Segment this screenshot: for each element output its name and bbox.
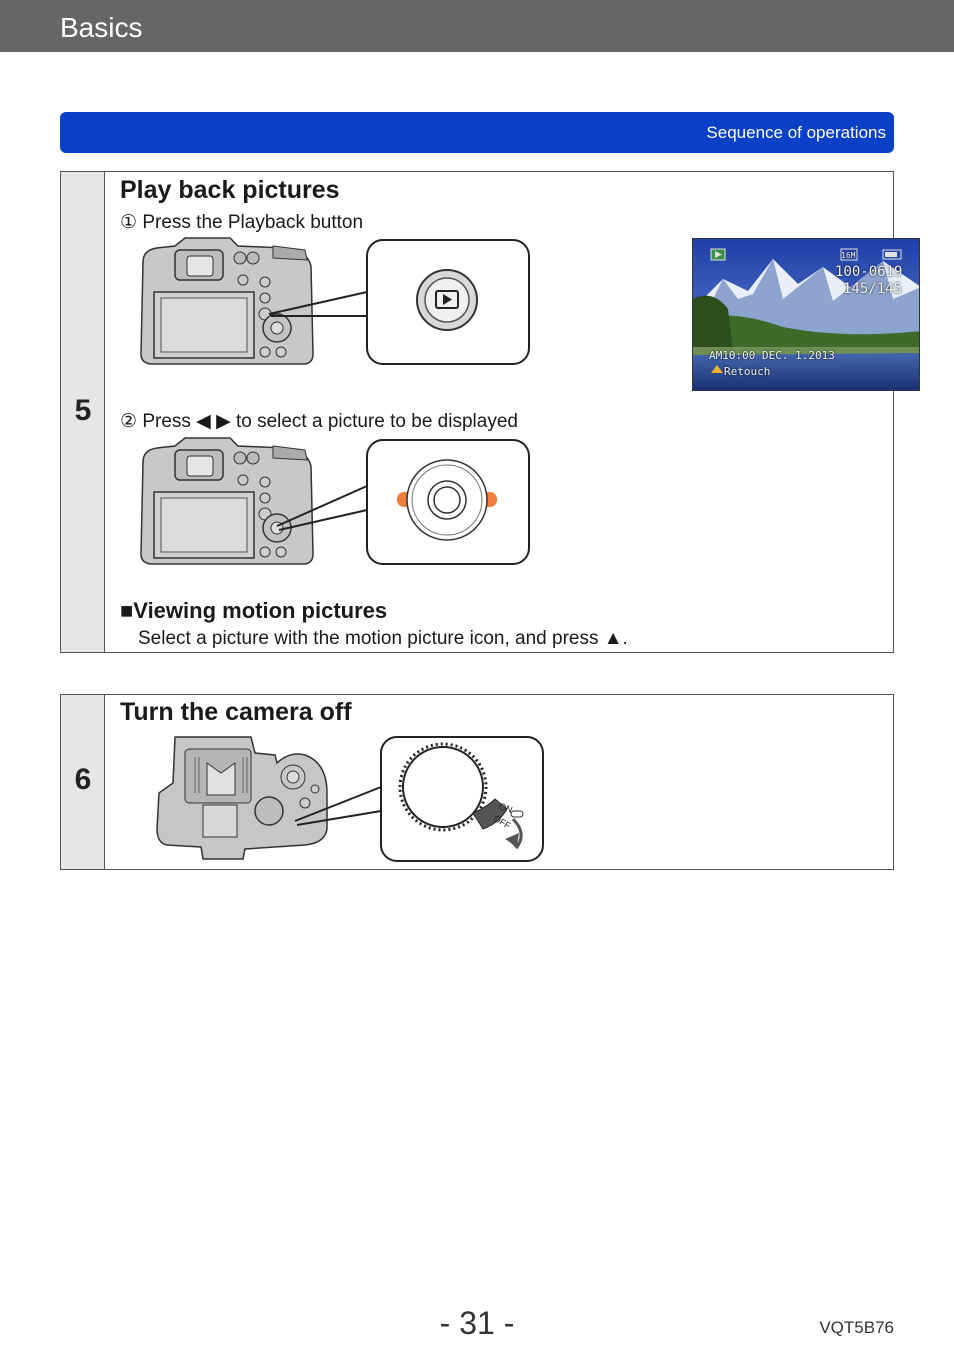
document-code: VQT5B76 (819, 1318, 894, 1337)
recording-datetime: AM10:00 DEC. 1.2013 (709, 349, 835, 362)
step-5 (60, 171, 903, 653)
instruction-text: Press ◀ ▶ to select a picture to be displayed (142, 411, 518, 432)
subsection-title: ■Viewing motion pictures (120, 598, 388, 623)
step-title: Play back pictures (120, 176, 340, 204)
instruction-marker: ① (120, 212, 138, 233)
instruction-marker: ② (120, 411, 138, 432)
step-title: Turn the camera off (120, 698, 352, 726)
camera-top-icon (155, 733, 550, 865)
page-title: Basics (60, 12, 143, 43)
instruction-text: Press the Playback button (142, 212, 364, 233)
step-number: 6 (74, 763, 92, 796)
step-number-column (61, 172, 105, 652)
folder-file-number: 100-0619 (835, 264, 903, 280)
subsection-text: Select a picture with the motion picture icon, and press ▲. (138, 628, 628, 649)
instruction-2 (120, 410, 518, 434)
page-header (0, 0, 954, 52)
switch-off-label: OFF (491, 813, 513, 831)
step-6 (60, 694, 894, 870)
camera-back-icon (135, 436, 530, 568)
playback-screen (692, 238, 920, 391)
section-bar-label: Sequence of operations (706, 123, 886, 142)
step-content (105, 172, 903, 652)
size-badge: 16M (841, 251, 856, 260)
switch-on-label: ON (497, 800, 514, 816)
instruction-1 (120, 211, 363, 235)
page-number: - 31 - (439, 1305, 515, 1341)
section-bar (60, 112, 894, 153)
step-number: 5 (74, 394, 92, 427)
picture-counter: 145/145 (843, 281, 903, 297)
step-content (105, 695, 893, 869)
camera-back-icon (135, 236, 530, 368)
retouch-label: Retouch (724, 365, 771, 378)
step-number-column (61, 695, 105, 869)
